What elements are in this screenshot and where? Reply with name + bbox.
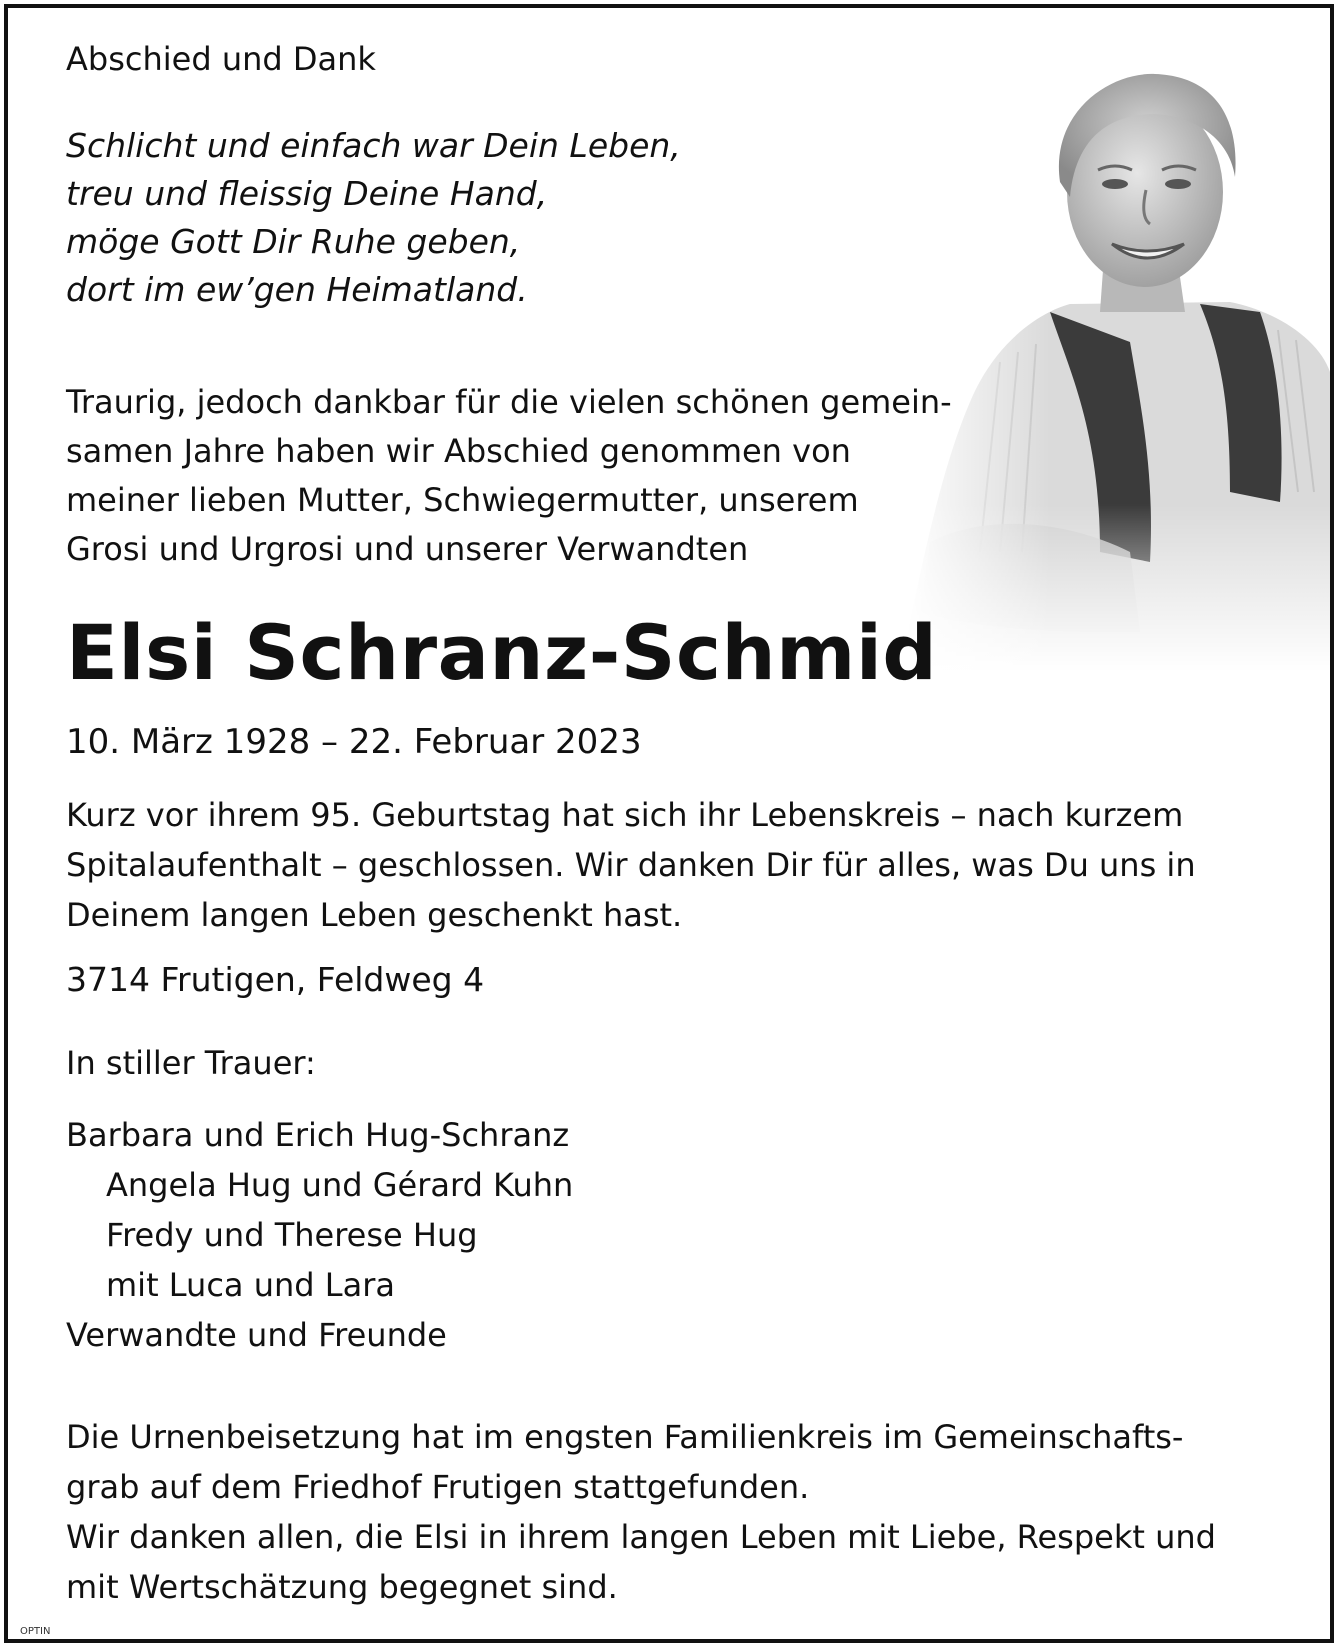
poem-line: möge Gott Dir Ruhe geben, — [66, 222, 521, 261]
message-text — [66, 790, 1196, 940]
intro-text — [66, 378, 952, 574]
mourner-line: Verwandte und Freunde — [66, 1316, 447, 1354]
closing-line: Wir danken allen, die Elsi in ihrem langen Leben mit Liebe, Respekt und — [66, 1518, 1216, 1556]
mourner-line: Barbara und Erich Hug-Schranz — [66, 1116, 570, 1154]
poem-line: Schlicht und einfach war Dein Leben, — [66, 126, 681, 165]
message-line: Kurz vor ihrem 95. Geburtstag hat sich ihr Lebenskreis – nach kurzem — [66, 796, 1184, 834]
intro-line: samen Jahre haben wir Abschied genommen von — [66, 432, 851, 470]
footer-mark: OPTIN — [20, 1626, 51, 1637]
portrait-photo — [900, 72, 1330, 672]
message-line: Deinem langen Leben geschenkt hast. — [66, 896, 683, 934]
poem-line: treu und fleissig Deine Hand, — [66, 174, 548, 213]
closing-line: Die Urnenbeisetzung hat im engsten Familienkreis im Gemeinschafts- — [66, 1418, 1184, 1456]
heading: Abschied und Dank — [66, 40, 376, 78]
poem — [66, 122, 681, 314]
closing-line: grab auf dem Friedhof Frutigen stattgefunden. — [66, 1468, 810, 1506]
closing-text — [66, 1412, 1216, 1612]
message-line: Spitalaufenthalt – geschlossen. Wir danken Dir für alles, was Du uns in — [66, 846, 1196, 884]
mourners-label: In stiller Trauer: — [66, 1044, 316, 1082]
mourner-line: Fredy und Therese Hug — [106, 1216, 478, 1254]
poem-line: dort im ew’gen Heimatland. — [66, 270, 528, 309]
closing-line: mit Wertschätzung begegnet sind. — [66, 1568, 618, 1606]
mourner-line: Angela Hug und Gérard Kuhn — [106, 1166, 574, 1204]
mourners-list — [66, 1110, 573, 1360]
life-dates: 10. März 1928 – 22. Februar 2023 — [66, 722, 642, 762]
deceased-name: Elsi Schranz-Schmid — [66, 608, 938, 697]
intro-line: Grosi und Urgrosi und unserer Verwandten — [66, 530, 749, 568]
address: 3714 Frutigen, Feldweg 4 — [66, 960, 485, 999]
intro-line: Traurig, jedoch dankbar für die vielen schönen gemein- — [66, 383, 952, 421]
mourner-line: mit Luca und Lara — [106, 1266, 395, 1304]
intro-line: meiner lieben Mutter, Schwiegermutter, unserem — [66, 481, 859, 519]
